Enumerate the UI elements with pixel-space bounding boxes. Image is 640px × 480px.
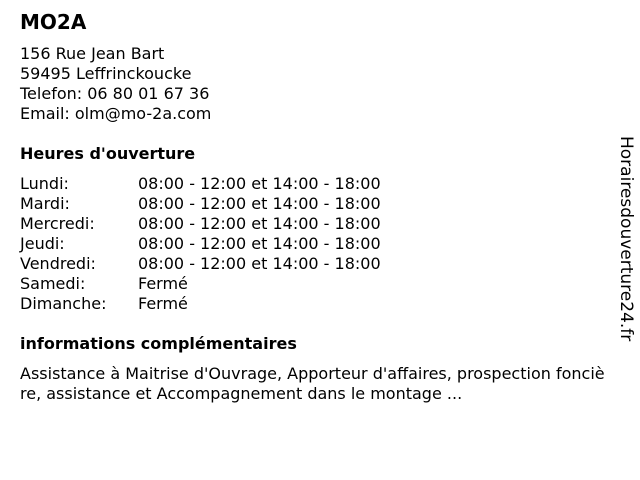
info-heading: informations complémentaires bbox=[20, 334, 297, 353]
time-value: 08:00 - 12:00 et 14:00 - 18:00 bbox=[138, 214, 381, 233]
watermark-text: Horairesdouverture24.fr bbox=[616, 136, 636, 342]
time-value: Fermé bbox=[138, 274, 188, 293]
phone-text: Telefon: 06 80 01 67 36 bbox=[20, 84, 210, 103]
address-street: 156 Rue Jean Bart bbox=[20, 44, 165, 63]
business-name: MO2A bbox=[20, 10, 87, 34]
day-label: Dimanche: bbox=[20, 294, 107, 313]
day-label: Mercredi: bbox=[20, 214, 95, 233]
day-label: Samedi: bbox=[20, 274, 86, 293]
day-label: Vendredi: bbox=[20, 254, 96, 273]
day-label: Lundi: bbox=[20, 174, 69, 193]
hours-row-mercredi bbox=[20, 214, 381, 234]
time-value: 08:00 - 12:00 et 14:00 - 18:00 bbox=[138, 174, 381, 193]
hours-row-dimanche bbox=[20, 294, 381, 314]
time-value: 08:00 - 12:00 et 14:00 - 18:00 bbox=[138, 194, 381, 213]
day-label: Mardi: bbox=[20, 194, 70, 213]
hours-heading: Heures d'ouverture bbox=[20, 144, 196, 163]
info-description: Assistance à Maitrise d'Ouvrage, Apporteur d'affaires, prospection foncière, assistance et Accompagnement dans le montage ... bbox=[20, 364, 605, 403]
time-value: 08:00 - 12:00 et 14:00 - 18:00 bbox=[138, 234, 381, 253]
time-value: Fermé bbox=[138, 294, 188, 313]
address-city: 59495 Leffrinckoucke bbox=[20, 64, 192, 83]
day-label: Jeudi: bbox=[20, 234, 65, 253]
time-value: 08:00 - 12:00 et 14:00 - 18:00 bbox=[138, 254, 381, 273]
hours-row-samedi bbox=[20, 274, 381, 294]
hours-row-mardi bbox=[20, 194, 381, 214]
hours-row-lundi bbox=[20, 174, 381, 194]
hours-row-jeudi bbox=[20, 234, 381, 254]
email-text: Email: olm@mo-2a.com bbox=[20, 104, 212, 123]
business-address bbox=[20, 44, 211, 124]
opening-hours-list bbox=[20, 174, 381, 314]
hours-row-vendredi bbox=[20, 254, 381, 274]
